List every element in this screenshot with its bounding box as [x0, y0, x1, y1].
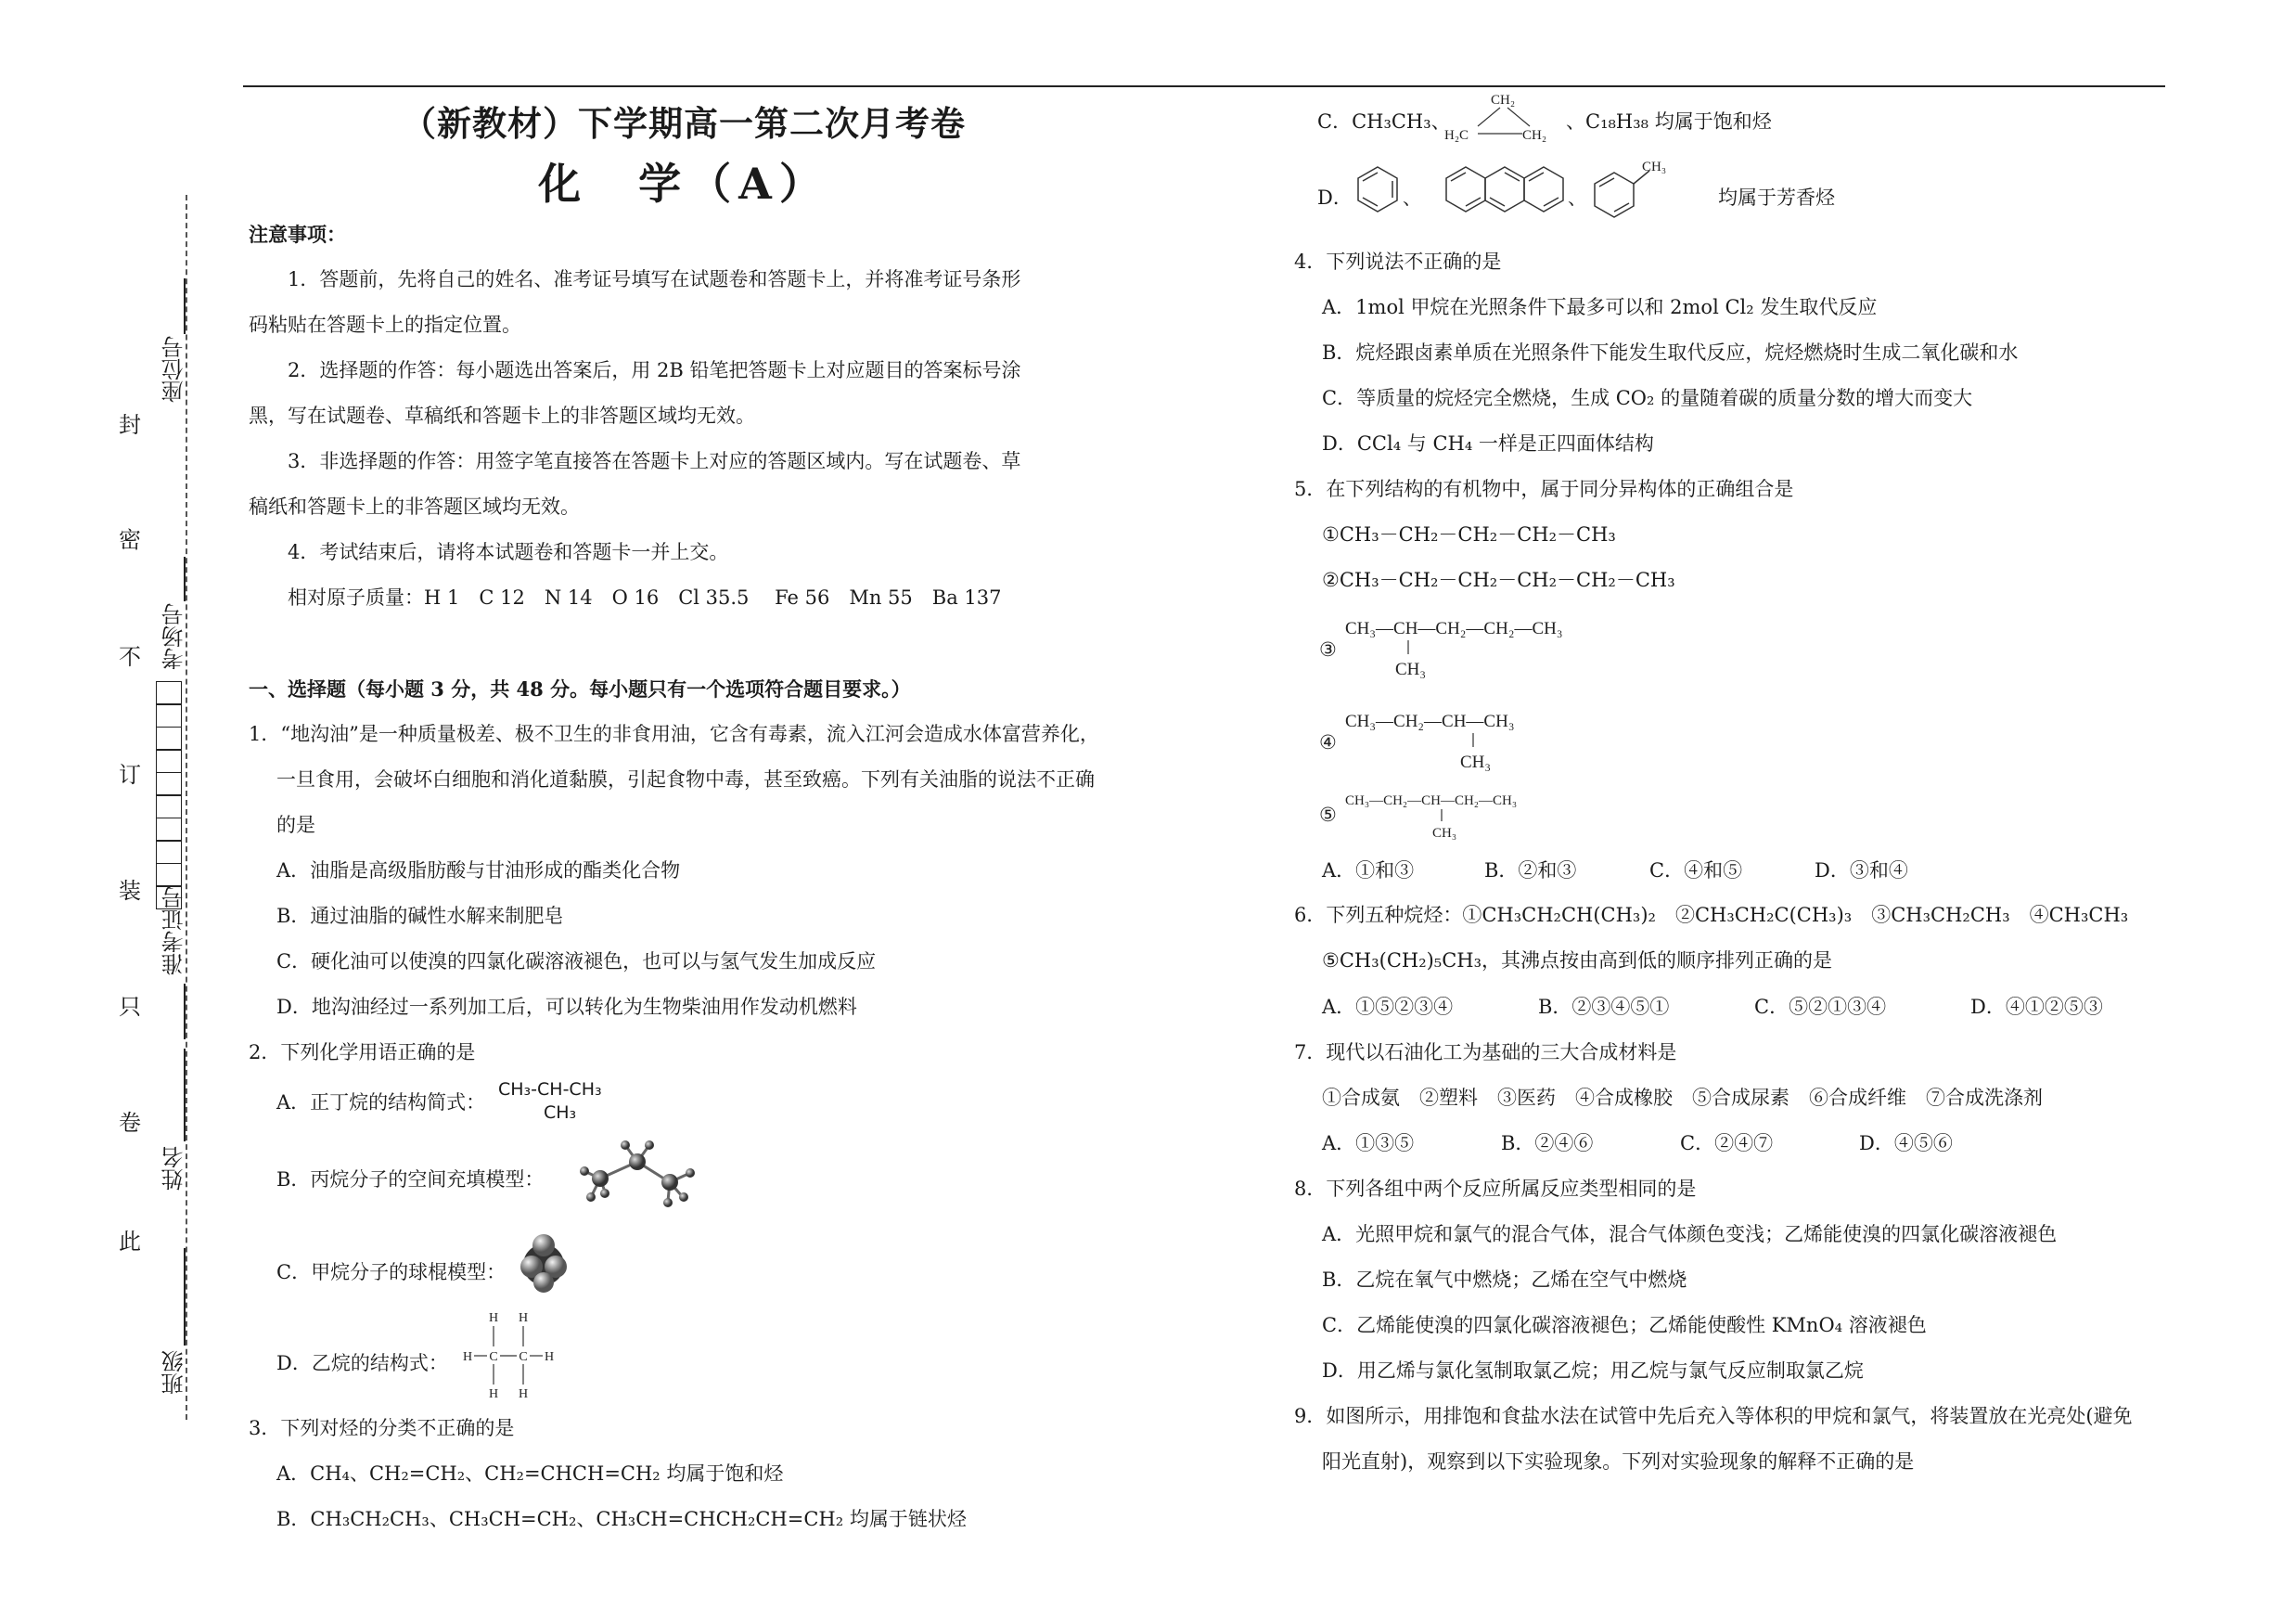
svg-text:H: H — [518, 1387, 529, 1401]
q8-stem: 8．下列各组中两个反应所属反应类型相同的是 — [1294, 1178, 1697, 1200]
notice-3b: 稿纸和答题卡上的非答题区域均无效。 — [249, 496, 580, 518]
q3-option-a: A．CH₄、CH₂=CH₂、CH₂=CHCH=CH₂ 均属于饱和烃 — [276, 1462, 784, 1485]
notice-3a: 3．非选择题的作答：用签字笔直接答在答题卡上对应的答题区域内。写在试题卷、草 — [288, 450, 1021, 472]
svg-text:③: ③ — [1319, 638, 1337, 661]
svg-text:CH₃—CH—CH₂—CH₂—CH₃: CH₃—CH—CH₂—CH₂—CH₃ — [1345, 619, 1563, 638]
seal-char-6: 只 — [119, 994, 141, 1020]
svg-text:C: C — [489, 1350, 498, 1364]
seal-char-1: 封 — [119, 412, 141, 438]
q3-option-d-post: 均属于芳香烃 — [1718, 187, 1835, 209]
q6-block — [1294, 893, 2222, 984]
q5-structure-2: ②CH₃－CH₂－CH₂－CH₂－CH₂－CH₃ — [1322, 569, 1675, 591]
svg-text:C: C — [519, 1350, 528, 1364]
q8-option-b: B．乙烷在氧气中燃烧；乙烯在空气中燃烧 — [1322, 1269, 1687, 1291]
svg-text:CH₃—CH₂—CH—CH₃: CH₃—CH₂—CH—CH₃ — [1345, 712, 1515, 731]
q2-a-branch: CH₃ — [544, 1102, 577, 1123]
room-label: 考场号 — [161, 603, 187, 670]
q7-options — [1322, 1128, 1953, 1156]
svg-text:H: H — [488, 1387, 499, 1401]
q8-option-c: C．乙烯能使溴的四氯化碳溶液褪色；乙烯能使酸性 KMnO₄ 溶液褪色 — [1322, 1314, 1927, 1336]
q3-option-c-post: 、C₁₈H₃₈ 均属于饱和烃 — [1566, 110, 1772, 133]
notice-2a: 2．选择题的作答：每小题选出答案后，用 2B 铅笔把答题卡上对应题目的答案标号涂 — [288, 359, 1021, 381]
seal-char-7: 卷 — [119, 1110, 141, 1136]
svg-text:⑤: ⑤ — [1319, 804, 1337, 826]
q5-structure-4 — [1317, 701, 1596, 775]
q4-option-c: C．等质量的烷烃完全燃烧，生成 CO₂ 的量随着碳的质量分数的增大而变大 — [1322, 387, 1973, 409]
svg-text:CH₃: CH₃ — [1432, 826, 1457, 841]
class-field-line[interactable] — [184, 1248, 186, 1346]
q3-option-c-pre: C．CH₃CH₃、 — [1317, 110, 1451, 133]
svg-text:H: H — [544, 1350, 555, 1364]
seat-field-line[interactable] — [184, 278, 186, 334]
q6-options — [1322, 992, 2103, 1020]
seal-char-8: 此 — [119, 1229, 141, 1255]
svg-text:CH₃: CH₃ — [1395, 660, 1427, 679]
notice-1b: 码粘贴在答题卡上的指定位置。 — [249, 314, 521, 336]
q6-option-c: C．⑤②①③④ — [1754, 996, 1887, 1018]
q7-block — [1294, 1030, 2222, 1121]
q5-option-d: D．③和④ — [1815, 859, 1908, 882]
svg-text:④: ④ — [1319, 731, 1337, 754]
left-column — [249, 212, 1139, 1076]
q3-option-d-pre: D． — [1317, 187, 1353, 209]
q7-option-d: D．④⑤⑥ — [1859, 1132, 1953, 1154]
svg-text:CH₃—CH₂—CH—CH₂—CH₃: CH₃—CH₂—CH—CH₂—CH₃ — [1345, 793, 1518, 808]
q5-options — [1322, 856, 1908, 883]
name-label: 姓名 — [161, 1146, 187, 1191]
notice-4: 4．考试结束后，请将本试题卷和答题卡一并上交。 — [288, 541, 729, 563]
q2-option-b: B．丙烷分子的空间充填模型： — [276, 1168, 545, 1191]
q6-option-b: B．②③④⑤① — [1538, 996, 1670, 1018]
q4-option-b: B．烷烃跟卤素单质在光照条件下能发生取代反应，烷烃燃烧时生成二氧化碳和水 — [1322, 341, 2019, 364]
q8-option-a: A．光照甲烷和氯气的混合气体，混合气体颜色变浅；乙烯能使溴的四氯化碳溶液褪色 — [1322, 1223, 2058, 1245]
methane-model-image — [516, 1231, 571, 1296]
q8-option-d: D．用乙烯与氯化氢制取氯乙烷；用乙烷与氯气反应制取氯乙烷 — [1322, 1359, 1864, 1382]
aromatic-structures — [1345, 158, 1716, 232]
svg-text:H₂C: H₂C — [1444, 128, 1469, 143]
ticket-field-line[interactable] — [184, 984, 186, 1039]
q7-stem: 7．现代以石油化工为基础的三大合成材料是 — [1294, 1041, 1677, 1063]
top-rule — [243, 85, 2165, 87]
q5-structure-3 — [1317, 608, 1596, 682]
q1-option-d: D．地沟油经过一系列加工后，可以转化为生物柴油用作发动机燃料 — [276, 996, 857, 1018]
q2-option-a: A．正丁烷的结构简式： — [276, 1091, 486, 1114]
q7-option-b: B．②④⑥ — [1501, 1132, 1594, 1154]
notice-2b: 黑，写在试题卷、草稿纸和答题卡上的非答题区域均无效。 — [249, 405, 755, 427]
q1-option-b: B．通过油脂的碱性水解来制肥皂 — [276, 905, 564, 927]
seal-char-2: 密 — [119, 527, 141, 553]
q2-option-d: D．乙烷的结构式： — [276, 1352, 448, 1374]
q8-q9-block — [1294, 1166, 2222, 1485]
q1-option-a: A．油脂是高级脂肪酸与甘油形成的酯类化合物 — [276, 859, 681, 882]
svg-text:、: 、 — [1568, 188, 1586, 209]
ethane-structural-formula — [455, 1307, 566, 1404]
room-field-line[interactable] — [184, 557, 186, 601]
svg-text:、: 、 — [1403, 188, 1421, 209]
q4-option-d: D．CCl₄ 与 CH₄ 一样是正四面体结构 — [1322, 432, 1654, 455]
q5-structure-5 — [1317, 784, 1596, 849]
cyclopropane-structure — [1443, 87, 1563, 148]
notice-heading: 注意事项： — [249, 223, 346, 246]
q3-option-b: B．CH₃CH₂CH₃、CH₃CH=CH₂、CH₃CH=CHCH₂CH=CH₂ 均属于链状烃 — [276, 1508, 967, 1530]
q7-option-c: C．②④⑦ — [1680, 1132, 1774, 1154]
q9-stem-1: 9．如图所示，用排饱和食盐水法在试管中先后充入等体积的甲烷和氯气，将装置放在光亮处(避免 — [1294, 1405, 2133, 1427]
q5-structure-1: ①CH₃－CH₂－CH₂－CH₂－CH₃ — [1322, 523, 1616, 546]
q1-stem-2: 一旦食用，会破坏白细胞和消化道黏膜，引起食物中毒，甚至致癌。下列有关油脂的说法不正确 — [276, 768, 1095, 791]
q4-stem: 4．下列说法不正确的是 — [1294, 251, 1502, 273]
q6-option-d: D．④①②⑤③ — [1970, 996, 2103, 1018]
q6-option-a: A．①⑤②③④ — [1322, 996, 1454, 1018]
seal-char-4: 订 — [119, 762, 141, 788]
q6-stem-2: ⑤CH₃(CH₂)₅CH₃，其沸点按由高到低的顺序排列正确的是 — [1322, 949, 1833, 972]
atomic-mass: 相对原子质量：H 1 C 12 N 14 O 16 Cl 35.5 Fe 56 Mn 55 Ba 137 — [288, 586, 1002, 609]
svg-text:H: H — [488, 1311, 499, 1325]
q1-stem-3: 的是 — [276, 814, 315, 836]
seal-char-5: 装 — [119, 878, 141, 904]
name-field-line[interactable] — [184, 1049, 186, 1141]
svg-text:CH₂: CH₂ — [1491, 93, 1516, 108]
q3-stem: 3．下列对烃的分类不正确的是 — [249, 1417, 515, 1439]
q4-option-a: A．1mol 甲烷在光照条件下最多可以和 2mol Cl₂ 发生取代反应 — [1322, 296, 1878, 318]
svg-text:H: H — [462, 1350, 473, 1364]
notice-1a: 1．答题前，先将自己的姓名、准考证号填写在试题卷和答题卡上，并将准考证号条形 — [288, 268, 1021, 290]
q7-option-a: A．①③⑤ — [1322, 1132, 1415, 1154]
q5-option-b: B．②和③ — [1484, 859, 1577, 882]
exam-title: （新教材）下学期高一第二次月考卷 — [402, 103, 966, 144]
section-1-heading: 一、选择题（每小题 3 分，共 48 分。每小题只有一个选项符合题目要求。） — [249, 677, 911, 701]
svg-text:CH₃: CH₃ — [1642, 160, 1667, 174]
ticket-number-boxes[interactable] — [156, 682, 182, 909]
ticket-label: 准考证号 — [161, 886, 187, 975]
subject-title: 化 学（A） — [538, 159, 829, 209]
svg-text:CH₃: CH₃ — [1460, 753, 1492, 772]
q1-option-c: C．硬化油可以使溴的四氯化碳溶液褪色，也可以与氢气发生加成反应 — [276, 950, 877, 973]
seal-char-3: 不 — [119, 644, 141, 670]
svg-text:H: H — [518, 1311, 529, 1325]
q5-option-c: C．④和⑤ — [1649, 859, 1743, 882]
q9-stem-2: 阳光直射)，观察到以下实验现象。下列对实验现象的解释不正确的是 — [1322, 1450, 1915, 1473]
q5-option-a: A．①和③ — [1322, 859, 1415, 882]
q2-option-c: C．甲烷分子的球棍模型： — [276, 1261, 507, 1283]
q5-stem: 5．在下列结构的有机物中，属于同分异构体的正确组合是 — [1294, 478, 1794, 500]
seat-label: 座位号 — [161, 336, 187, 403]
svg-text:CH₂: CH₂ — [1522, 128, 1547, 143]
q2-a-formula: CH₃-CH-CH₃ — [498, 1079, 602, 1100]
q7-items: ①合成氨 ②塑料 ③医药 ④合成橡胶 ⑤合成尿素 ⑥合成纤维 ⑦合成洗涤剂 — [1322, 1087, 2043, 1109]
q2-stem: 2．下列化学用语正确的是 — [249, 1041, 476, 1063]
q6-stem: 6．下列五种烷烃：①CH₃CH₂CH(CH₃)₂ ②CH₃CH₂C(CH₃)₃ ③CH₃CH₂CH₃ ④CH₃CH₃ — [1294, 904, 2129, 926]
q3-block — [249, 1406, 1139, 1542]
class-label: 班级 — [161, 1350, 187, 1395]
propane-model-image — [568, 1134, 707, 1213]
q4-block — [1294, 239, 2222, 603]
q1-stem-1: 1．“地沟油”是一种质量极差、极不卫生的非食用油，它含有毒素，流入江河会造成水体富营养化， — [249, 723, 1099, 745]
